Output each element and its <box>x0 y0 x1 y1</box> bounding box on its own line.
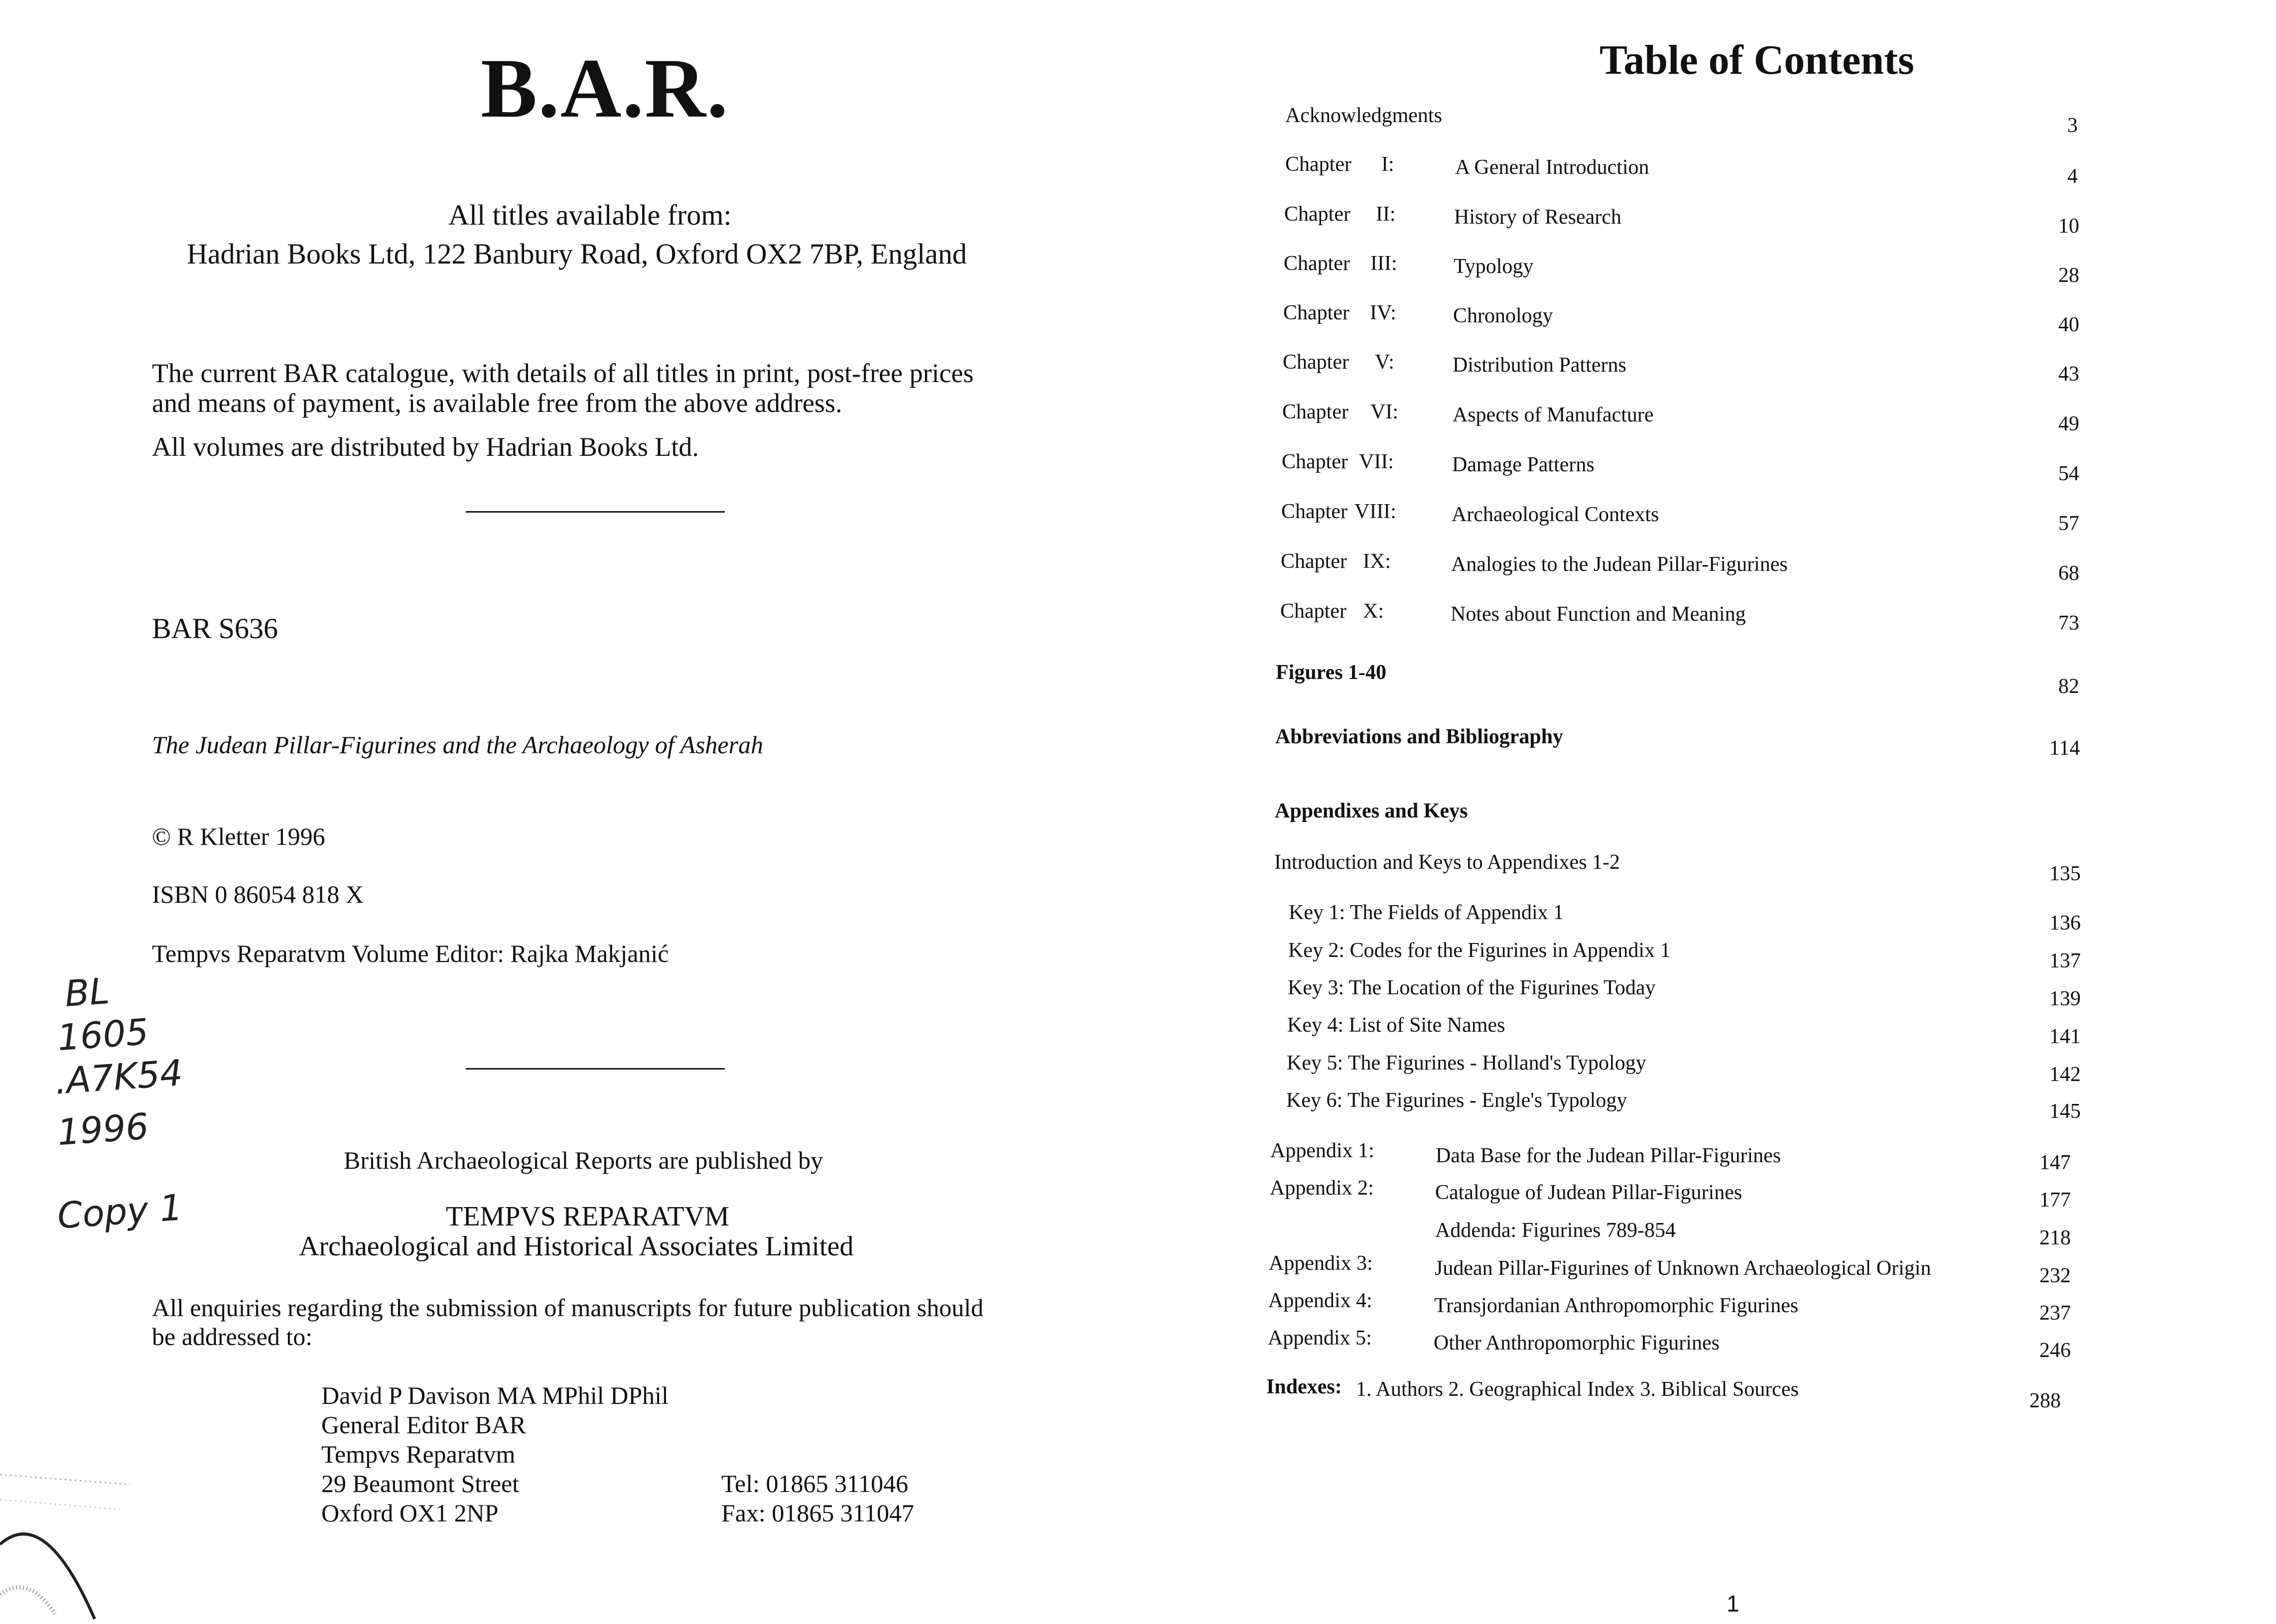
address-city: Oxford OX1 2NP <box>321 1499 499 1527</box>
chapter-number: III: <box>1370 252 1397 275</box>
right-page <box>1138 0 2276 1624</box>
toc-figures: Figures 1-40 <box>1276 661 1387 684</box>
toc-page-number: 246 <box>2039 1339 2071 1362</box>
toc-page-number: 57 <box>2058 512 2079 535</box>
chapter-label: Chapter <box>1280 600 1346 623</box>
chapter-number: VII: <box>1359 450 1394 473</box>
toc-page-number: 3 <box>2067 114 2078 137</box>
chapter-label: Chapter <box>1281 550 1347 573</box>
toc-page-number: 288 <box>2029 1389 2061 1412</box>
toc-title: Table of Contents <box>1600 37 1914 83</box>
toc-page-number: 54 <box>2058 462 2079 485</box>
availability-line-1: All titles available from: <box>448 199 732 231</box>
handwritten-callnumber: BL <box>63 969 111 1015</box>
chapter-title: Archaeological Contexts <box>1452 503 1659 526</box>
key-entry: Key 4: List of Site Names <box>1287 1014 1505 1037</box>
key-entry: Key 5: The Figurines - Holland's Typology <box>1287 1052 1646 1075</box>
appendix-title: Addenda: Figurines 789-854 <box>1435 1219 1676 1242</box>
divider-rule <box>466 1068 725 1070</box>
toc-page-number: 237 <box>2039 1302 2071 1325</box>
isbn: ISBN 0 86054 818 X <box>152 880 364 908</box>
toc-page-number: 177 <box>2039 1189 2071 1212</box>
toc-indexes-items: 1. Authors 2. Geographical Index 3. Biblical Sources <box>1356 1378 1799 1401</box>
chapter-label: Chapter <box>1282 401 1348 423</box>
chapter-number: X: <box>1363 600 1384 623</box>
chapter-label: Chapter <box>1284 203 1350 226</box>
scan-artifact <box>0 1445 149 1624</box>
chapter-title: Aspects of Manufacture <box>1453 404 1654 426</box>
chapter-number: I: <box>1381 153 1394 176</box>
appendix-title: Transjordanian Anthropomorphic Figurines <box>1434 1294 1799 1317</box>
handwritten-callnumber: 1605 <box>56 1010 150 1059</box>
address-org: Tempvs Reparatvm <box>321 1440 516 1468</box>
toc-page-number: 147 <box>2039 1151 2071 1174</box>
toc-page-number: 28 <box>2058 264 2079 287</box>
address-name: David P Davison MA MPhil DPhil <box>321 1381 669 1409</box>
chapter-label: Chapter <box>1281 500 1347 523</box>
chapter-number: VIII: <box>1354 500 1396 523</box>
address-street: 29 Beaumont Street <box>321 1470 520 1497</box>
appendix-label: Appendix 3: <box>1269 1252 1373 1275</box>
toc-appendixes-heading: Appendixes and Keys <box>1275 800 1468 822</box>
toc-acknowledgments: Acknowledgments <box>1285 104 1442 127</box>
toc-intro-keys: Introduction and Keys to Appendixes 1-2 <box>1274 851 1620 874</box>
chapter-title: History of Research <box>1454 206 1621 229</box>
chapter-number: V: <box>1375 351 1394 374</box>
appendix-title: Other Anthropomorphic Figurines <box>1434 1332 1720 1354</box>
toc-page-number: 139 <box>2049 987 2081 1010</box>
appendix-title: Catalogue of Judean Pillar-Figurines <box>1435 1181 1742 1204</box>
appendix-label: Appendix 5: <box>1268 1327 1372 1350</box>
appendix-label: Appendix 1: <box>1270 1139 1374 1162</box>
toc-page-number: 218 <box>2039 1226 2071 1249</box>
toc-page-number: 10 <box>2058 215 2079 238</box>
enquiries-line-2: be addressed to: <box>152 1323 313 1351</box>
chapter-label: Chapter <box>1284 252 1350 275</box>
toc-page-number: 114 <box>2049 737 2080 760</box>
chapter-title: Notes about Function and Meaning <box>1451 603 1746 626</box>
chapter-title: Distribution Patterns <box>1453 354 1626 377</box>
catalogue-line-2: and means of payment, is available free from the above address. <box>152 388 842 418</box>
chapter-label: Chapter <box>1283 301 1349 324</box>
toc-page-number: 82 <box>2058 675 2079 698</box>
chapter-title: Analogies to the Judean Pillar-Figurines <box>1451 553 1788 576</box>
catalogue-line-1: The current BAR catalogue, with details of all titles in print, post-free prices <box>152 358 974 388</box>
appendix-title: Data Base for the Judean Pillar-Figurines <box>1436 1144 1781 1167</box>
catalogue-line-3: All volumes are distributed by Hadrian Books Ltd. <box>152 432 699 462</box>
toc-page-number: 142 <box>2049 1063 2081 1086</box>
toc-page-number: 73 <box>2058 612 2079 635</box>
page-number: 1 <box>1727 1591 1740 1617</box>
volume-editor: Tempvs Reparatvm Volume Editor: Rajka Makjanić <box>152 940 669 967</box>
toc-page-number: 49 <box>2058 412 2079 435</box>
key-entry: Key 3: The Location of the Figurines Today <box>1288 976 1656 999</box>
chapter-title: A General Introduction <box>1455 156 1649 179</box>
toc-page-number: 141 <box>2049 1025 2081 1048</box>
toc-page-number: 136 <box>2049 912 2081 935</box>
publisher-subtitle: Archaeological and Historical Associates Limited <box>299 1231 854 1262</box>
availability-line-2: Hadrian Books Ltd, 122 Banbury Road, Oxford OX2 7BP, England <box>187 238 967 270</box>
chapter-label: Chapter <box>1282 450 1348 473</box>
address-role: General Editor BAR <box>321 1411 527 1439</box>
handwritten-callnumber: 1996 <box>56 1105 150 1154</box>
chapter-number: IX: <box>1363 550 1391 573</box>
toc-page-number: 135 <box>2049 862 2081 885</box>
key-entry: Key 1: The Fields of Appendix 1 <box>1289 901 1564 924</box>
divider-rule <box>466 511 725 513</box>
bar-series-number: BAR S636 <box>152 612 278 645</box>
publisher-name: TEMPVS REPARATVM <box>446 1201 729 1232</box>
address-tel: Tel: 01865 311046 <box>721 1470 909 1497</box>
toc-page-number: 232 <box>2039 1264 2071 1287</box>
appendix-label: Appendix 4: <box>1268 1289 1372 1312</box>
published-by-line: British Archaeological Reports are published by <box>344 1146 823 1174</box>
toc-page-number: 145 <box>2049 1100 2081 1123</box>
toc-indexes-label: Indexes: <box>1266 1375 1342 1398</box>
handwritten-callnumber: .A7K54 <box>53 1052 184 1102</box>
enquiries-line-1: All enquiries regarding the submission of manuscripts for future publication should <box>152 1294 984 1322</box>
chapter-label: Chapter <box>1283 351 1349 374</box>
toc-page-number: 40 <box>2058 313 2079 336</box>
chapter-title: Typology <box>1454 255 1534 278</box>
toc-page-number: 137 <box>2049 949 2081 972</box>
handwritten-copy-note: Copy 1 <box>56 1186 184 1237</box>
chapter-title: Damage Patterns <box>1452 453 1595 476</box>
chapter-label: Chapter <box>1285 153 1351 176</box>
toc-page-number: 43 <box>2058 363 2079 386</box>
chapter-number: VI: <box>1370 401 1398 423</box>
appendix-label: Appendix 2: <box>1270 1177 1374 1200</box>
toc-page-number: 4 <box>2067 165 2078 188</box>
chapter-number: II: <box>1376 203 1396 226</box>
toc-bibliography: Abbreviations and Bibliography <box>1275 725 1564 748</box>
copyright-notice: © R Kletter 1996 <box>152 822 325 850</box>
publisher-logo: B.A.R. <box>481 41 729 135</box>
address-fax: Fax: 01865 311047 <box>721 1499 915 1527</box>
key-entry: Key 6: The Figurines - Engle's Typology <box>1286 1089 1627 1112</box>
chapter-number: IV: <box>1370 301 1396 324</box>
toc-page-number: 68 <box>2058 562 2079 585</box>
key-entry: Key 2: Codes for the Figurines in Appendix 1 <box>1288 939 1671 962</box>
book-title: The Judean Pillar-Figurines and the Archaeology of Asherah <box>152 731 764 759</box>
chapter-title: Chronology <box>1453 304 1553 327</box>
appendix-title: Judean Pillar-Figurines of Unknown Archaeological Origin <box>1435 1257 1931 1280</box>
